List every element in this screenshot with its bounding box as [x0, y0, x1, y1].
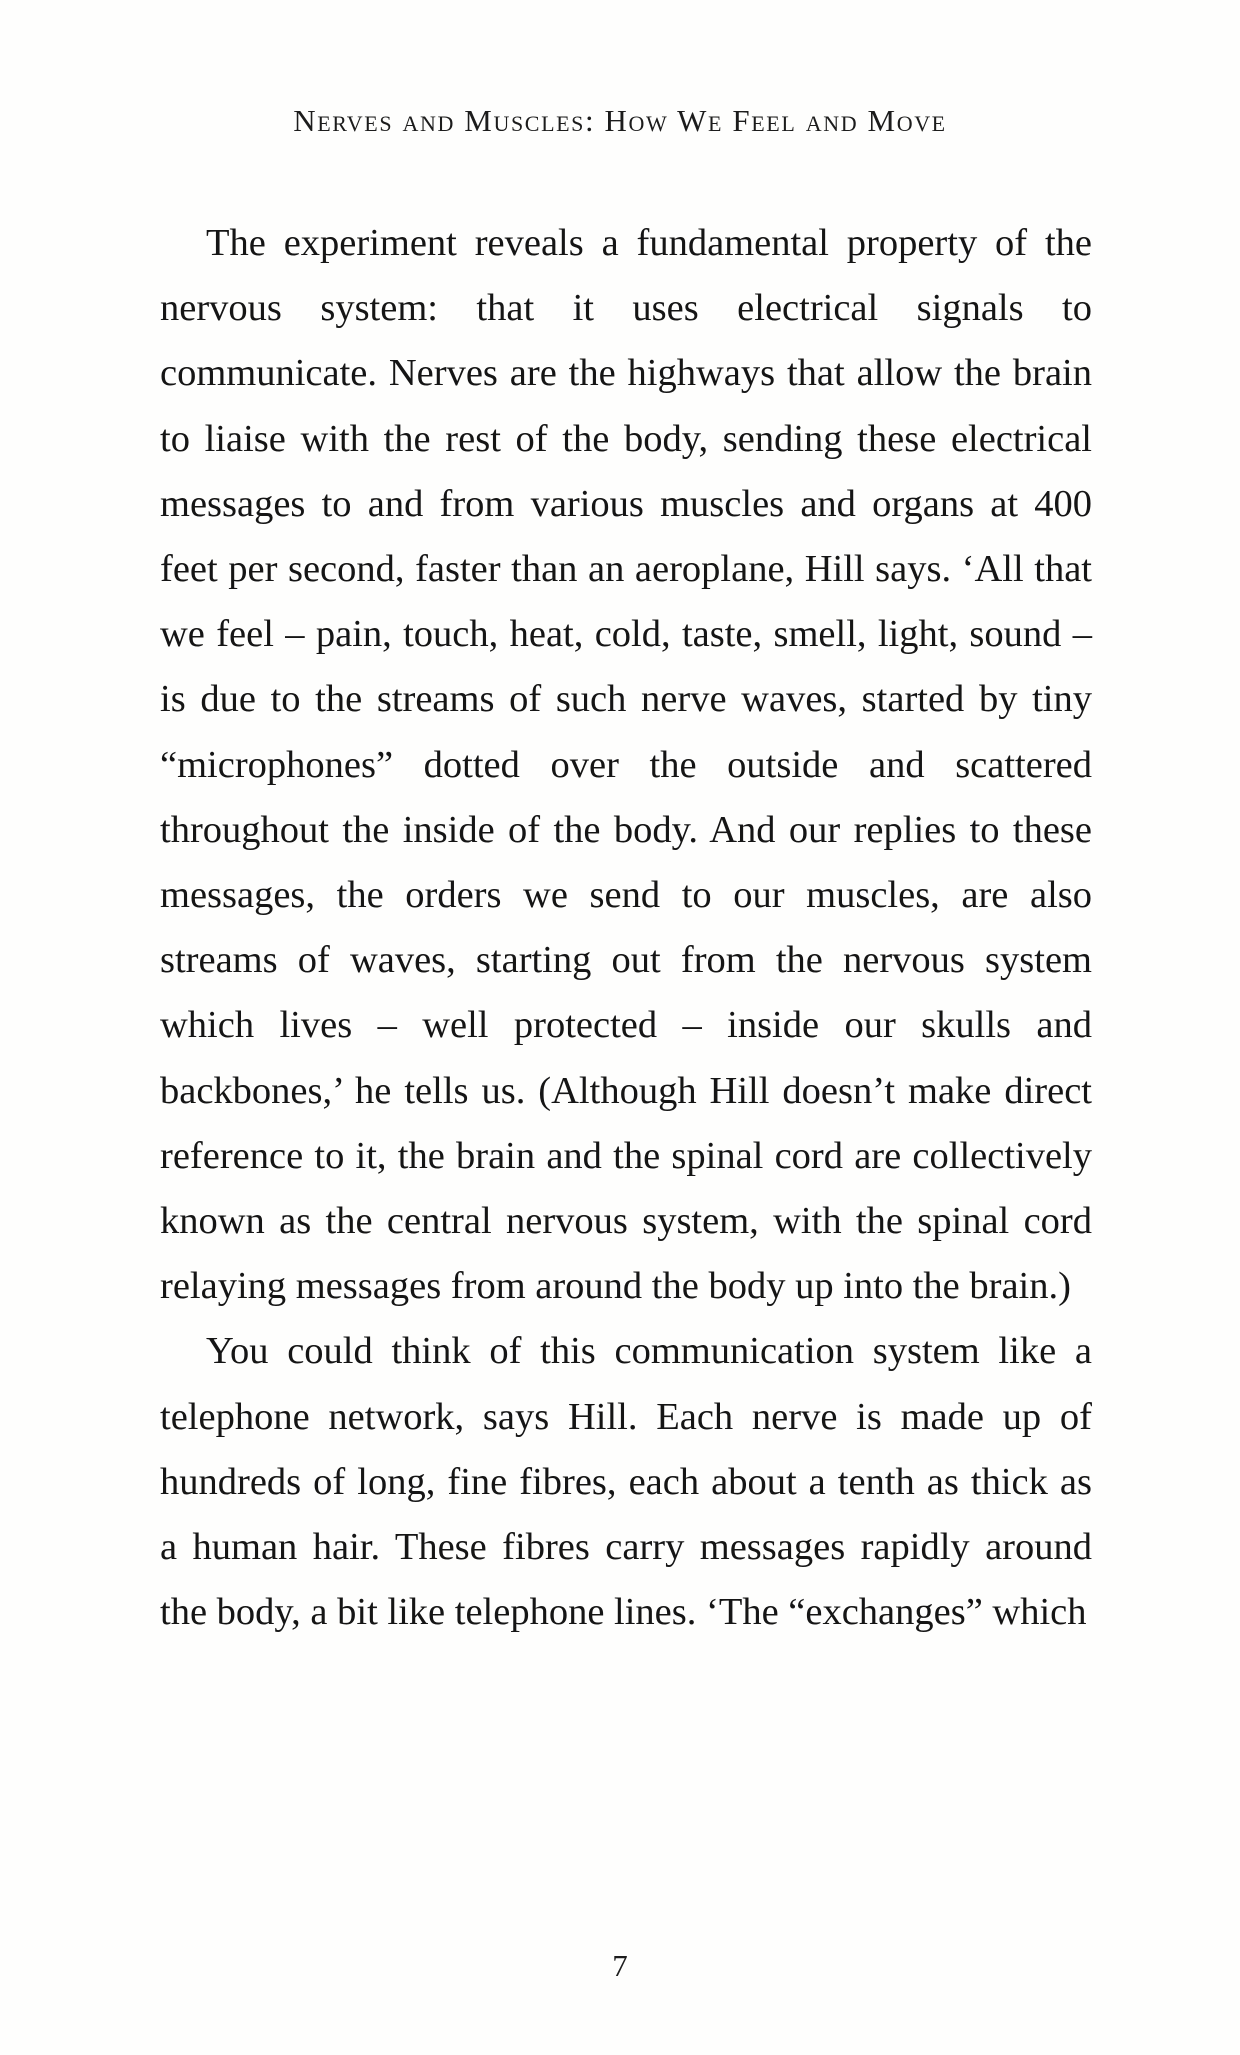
page-number: 7 — [612, 1948, 628, 1983]
running-head: Nerves and Muscles: How We Feel and Move — [293, 103, 947, 138]
paragraph-1: The experiment reveals a fundamental property of the nervous system: that it uses electrical signals to communicate. Nerves are the highways that allow the brain to liaise with the rest of the body, sending these electrical messages to and from various muscles and organs at 400 feet per second, faster than an aeroplane, Hill says. ‘All that we feel – pain, touch, heat, cold, taste, smell, light, sound – is due to the streams of such nerve waves, started by tiny “microphones” dotted over the outside and scattered throughout the inside of the body. And our replies to these messages, the orders we send to our muscles, are also streams of waves, starting out from the nervous system which lives – well protected – inside our skulls and backbones,’ he tells us. (Although Hill doesn’t make direct reference to it, the brain and the spinal cord are collectively known as the central nervous system, with the spinal cord relaying messages from around the body up into the brain.) — [160, 222, 1092, 1308]
body-text — [160, 211, 1092, 1645]
paragraph-2: You could think of this communication system like a telephone network, says Hill. Each nerve is made up of hundreds of long, fine fibres, each about a tenth as thick as a human hair. These fibres carry messages rapidly around the body, a bit like telephone lines. ‘The “exchanges” which — [160, 1330, 1092, 1634]
